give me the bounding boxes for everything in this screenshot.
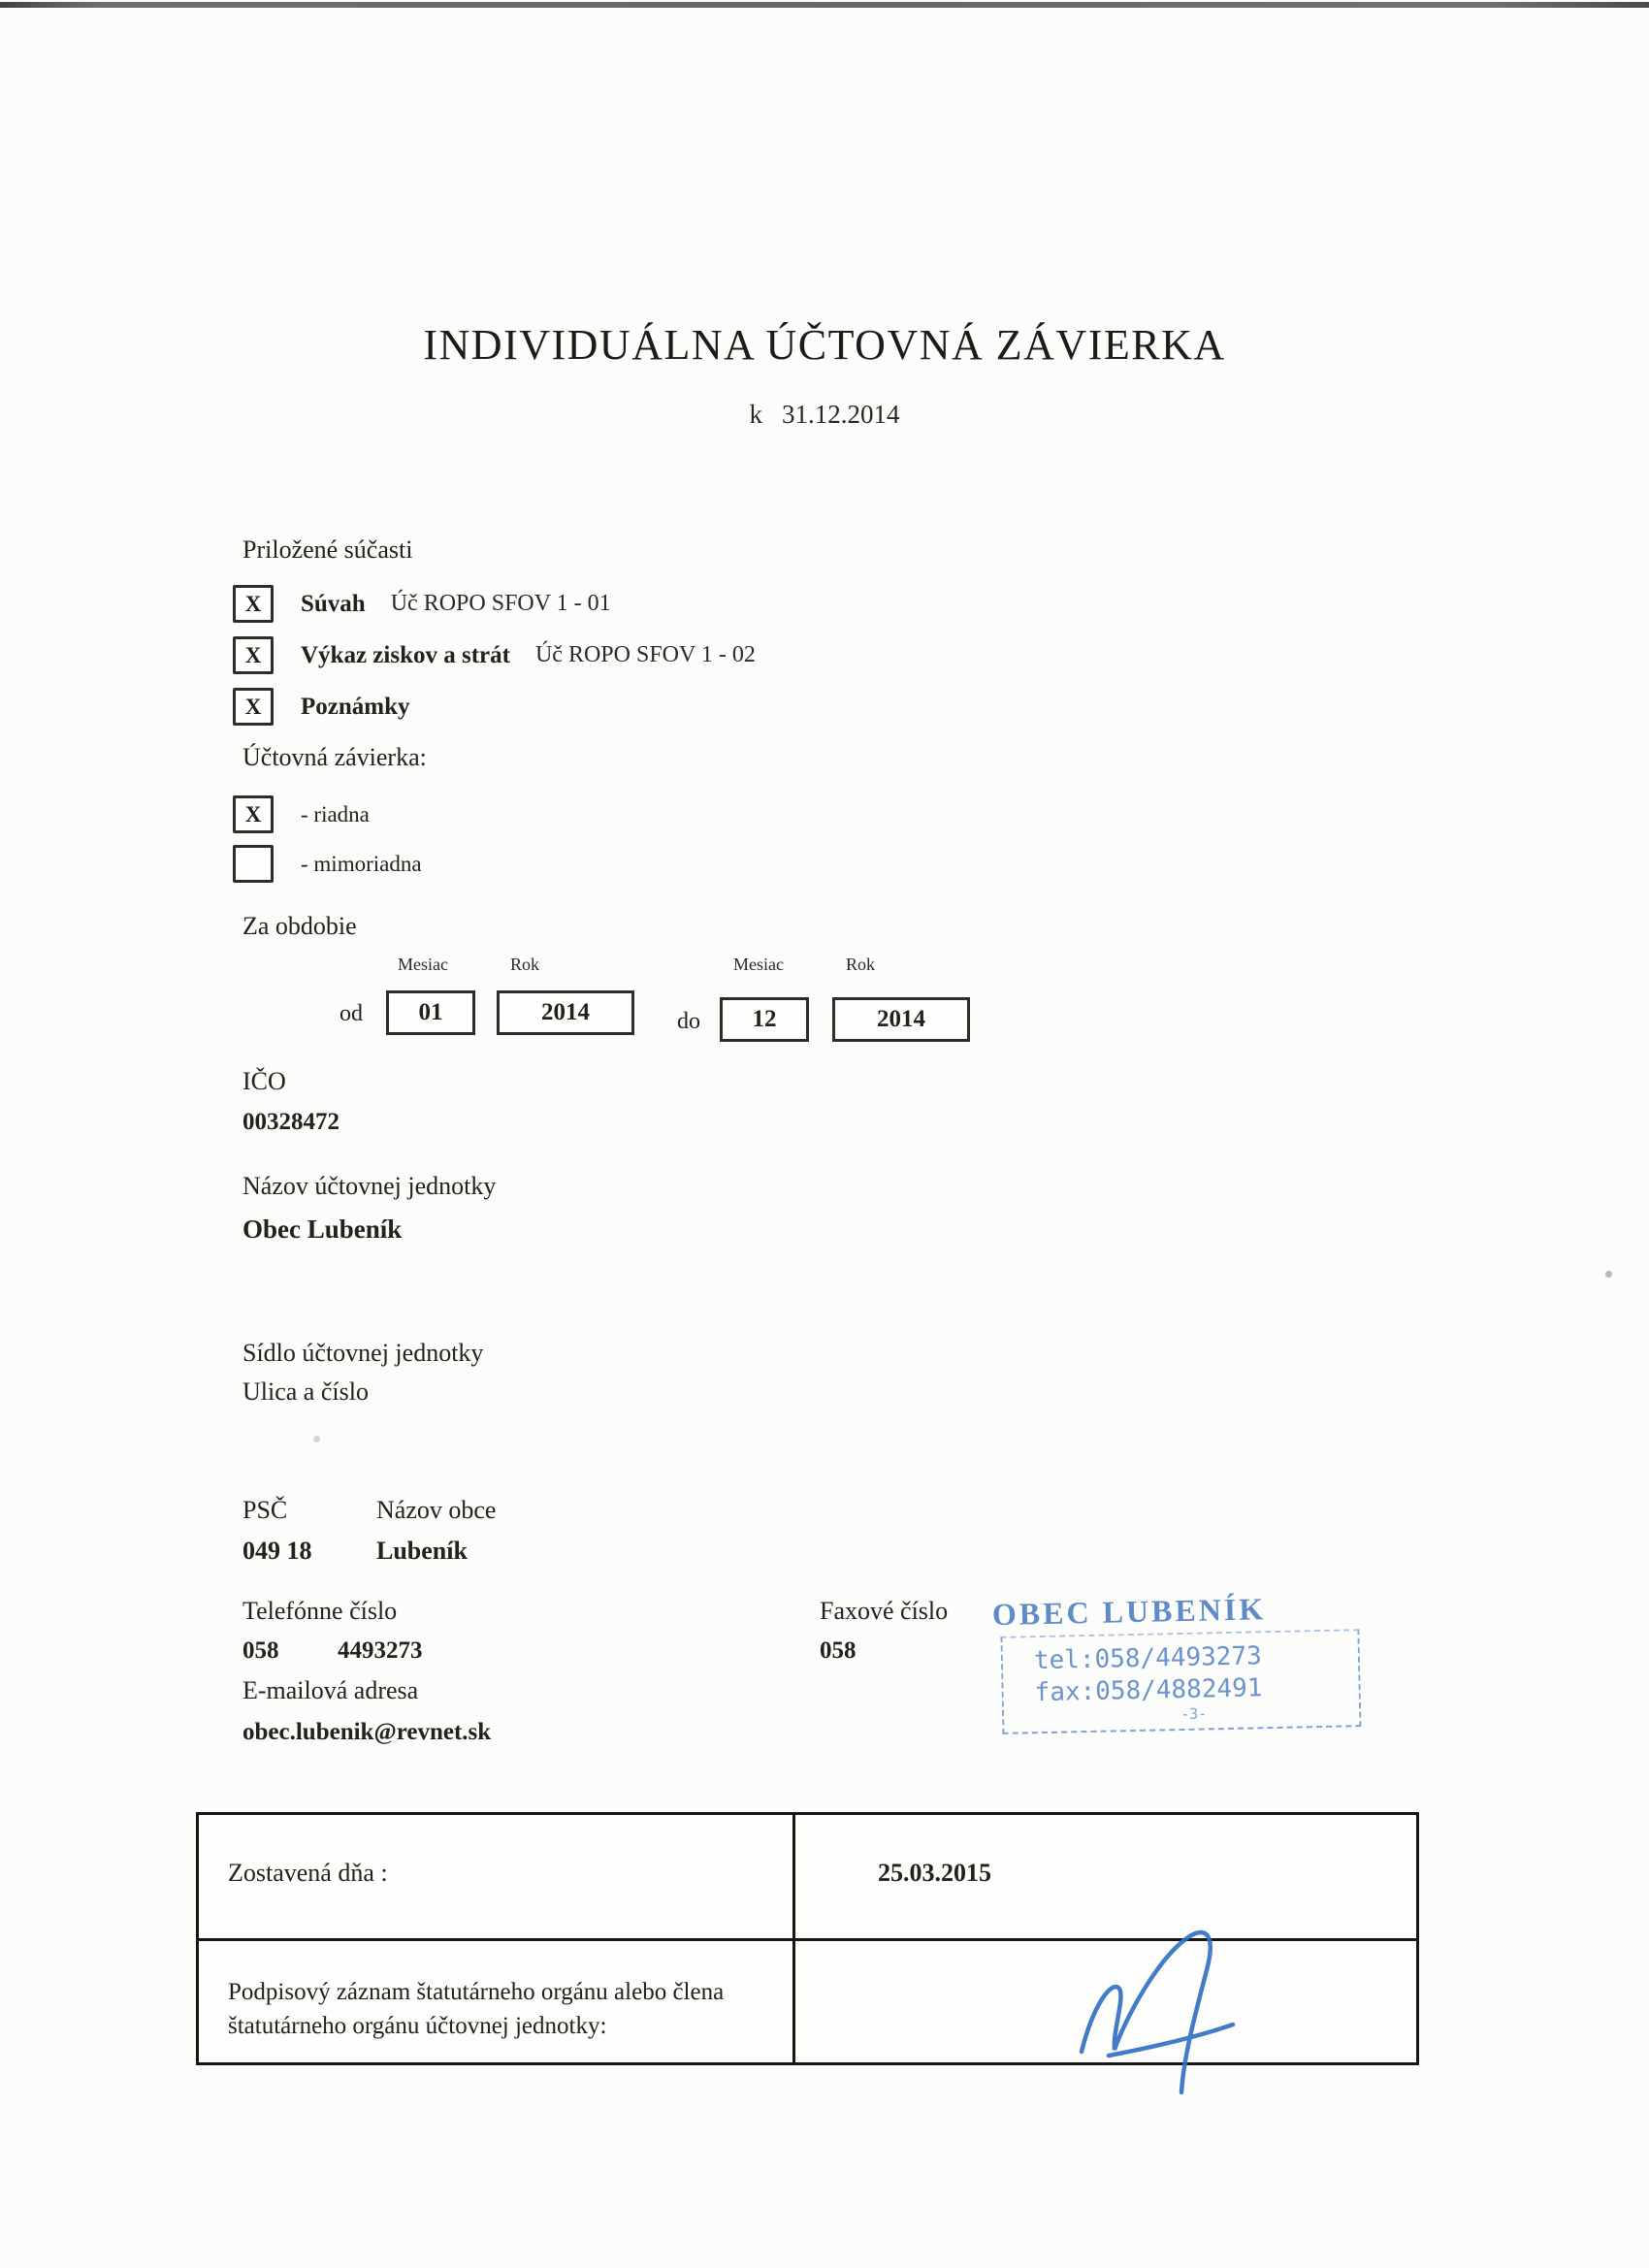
stamp-fax: fax:058/4882491 (1034, 1672, 1263, 1707)
attachment-label: Súvah (301, 590, 366, 617)
year-label-to: Rok (846, 955, 876, 974)
fax-prefix: 058 (820, 1637, 857, 1664)
prepared-date-value: 25.03.2015 (878, 1859, 991, 1887)
period-from-year-box (497, 990, 634, 1035)
scan-artifact-dot (313, 1436, 320, 1442)
stamp-name: OBEC LUBENÍK (991, 1591, 1267, 1633)
phone-prefix: 058 (242, 1637, 279, 1664)
zavierka-heading: Účtovná závierka: (242, 743, 427, 771)
town-value: Lubeník (376, 1537, 468, 1565)
document-date-line (0, 400, 1649, 430)
form-code: Úč ROPO SFOV 1 - 01 (390, 591, 611, 616)
signature-statement-label: Podpisový záznam štatutárneho orgánu alebo člena štatutárneho orgánu účtovnej jednotky: (228, 1979, 725, 2039)
attachments-heading: Priložené súčasti (242, 535, 413, 564)
signoff-table (196, 1812, 1419, 2065)
zavierka-row-mimoriadna (233, 845, 422, 883)
checkbox-mark: X (244, 694, 262, 719)
period-to-year: 2014 (877, 1006, 925, 1032)
form-code: Úč ROPO SFOV 1 - 02 (534, 642, 756, 667)
attachment-row-vykaz (233, 636, 756, 674)
checkbox-mimoriadna (233, 845, 274, 883)
scan-artifact-top-edge (0, 2, 1649, 8)
zavierka-row-riadna (233, 795, 370, 833)
stamp-border-box (1000, 1629, 1361, 1734)
period-to-label: do (677, 1009, 700, 1034)
checkbox-mark: X (244, 642, 262, 667)
checkbox-suvaha (233, 585, 274, 623)
document-title: INDIVIDUÁLNA ÚČTOVNÁ ZÁVIERKA (423, 321, 1226, 369)
document-date: 31.12.2014 (782, 400, 900, 429)
phone-label: Telefónne číslo (242, 1597, 398, 1625)
ico-label: IČO (242, 1067, 286, 1095)
psc-label: PSČ (242, 1496, 288, 1524)
email-value: obec.lubenik@revnet.sk (242, 1719, 492, 1745)
period-from-month-box (386, 990, 475, 1035)
checkbox-mark: X (244, 591, 262, 616)
checkbox-riadna (233, 795, 274, 833)
attachment-label: Výkaz ziskov a strát (301, 641, 510, 668)
checkbox-vykaz (233, 636, 274, 674)
entity-seat-label: Sídlo účtovnej jednotky (242, 1339, 484, 1367)
town-label: Názov obce (376, 1496, 497, 1524)
date-prefix: k (749, 400, 762, 429)
street-label: Ulica a číslo (242, 1377, 369, 1406)
period-from-year: 2014 (541, 999, 590, 1025)
zavierka-label: - riadna (301, 801, 370, 826)
municipality-stamp (986, 1589, 1377, 1734)
stamp-tel: tel:058/4493273 (1033, 1641, 1263, 1676)
attachment-row-suvaha (233, 585, 611, 623)
psc-value: 049 18 (242, 1537, 312, 1565)
month-label-to: Mesiac (733, 955, 784, 974)
handwritten-signature (1052, 1929, 1324, 2104)
period-to-month-box (720, 997, 809, 1042)
ico-value: 00328472 (242, 1109, 340, 1135)
period-to-month: 12 (752, 1006, 777, 1032)
period-from-month: 01 (418, 999, 443, 1025)
scan-artifact-dot (1605, 1271, 1612, 1278)
prepared-date-label: Zostavená dňa : (228, 1859, 388, 1887)
attachment-label: Poznámky (301, 693, 410, 720)
phone-number: 4493273 (338, 1637, 423, 1664)
period-to-year-box (832, 997, 970, 1042)
period-from-label: od (340, 1001, 363, 1026)
checkbox-mark: X (244, 801, 262, 826)
period-heading: Za obdobie (242, 912, 357, 940)
stamp-note: -3- (1180, 1704, 1208, 1724)
fax-label: Faxové číslo (820, 1597, 949, 1625)
email-label: E-mailová adresa (242, 1676, 419, 1704)
attachment-row-poznamky (233, 688, 410, 726)
checkbox-poznamky (233, 688, 274, 726)
month-label-from: Mesiac (398, 955, 448, 974)
entity-name-label: Názov účtovnej jednotky (242, 1172, 497, 1200)
year-label-from: Rok (510, 955, 540, 974)
entity-name-value: Obec Lubeník (242, 1215, 403, 1244)
zavierka-label: - mimoriadna (301, 851, 422, 876)
